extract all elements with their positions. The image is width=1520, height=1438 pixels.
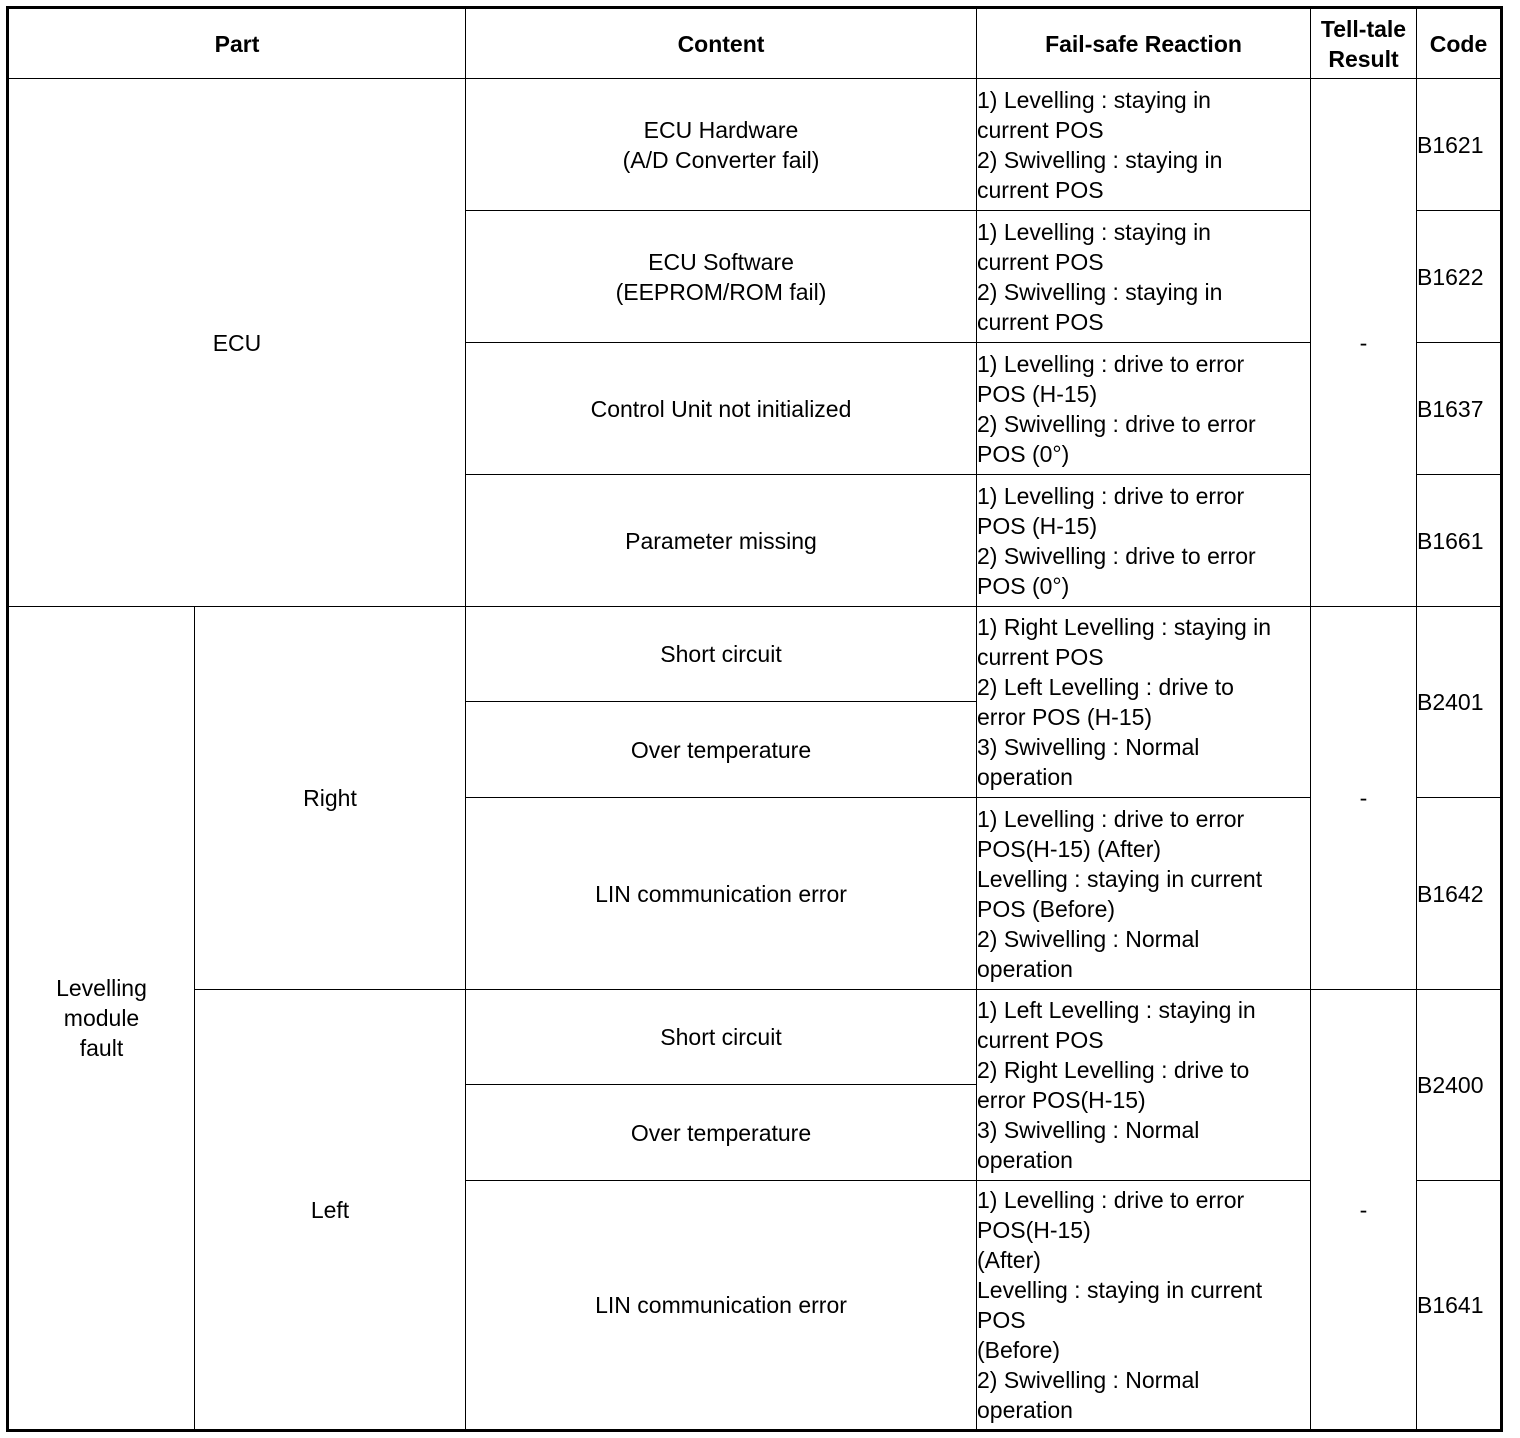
reaction-line: 2) Swivelling : staying in xyxy=(977,146,1223,173)
code-cell: B1622 xyxy=(1417,211,1502,343)
content-cell: Short circuit xyxy=(466,607,977,702)
reaction-line: (Before) xyxy=(977,1337,1061,1363)
reaction-line: Levelling : staying in current xyxy=(977,1277,1263,1303)
header-code: Code xyxy=(1417,8,1502,79)
content-cell: Over temperature xyxy=(466,702,977,798)
telltale-left: - xyxy=(1311,990,1417,1431)
content-line: ECU Software xyxy=(648,248,794,275)
reaction-line: POS (Before) xyxy=(977,895,1116,922)
content-line: ECU Hardware xyxy=(643,116,799,143)
content-cell xyxy=(466,79,977,211)
reaction-line: current POS xyxy=(977,1027,1104,1053)
telltale-right: - xyxy=(1311,607,1417,990)
reaction-line: 1) Left Levelling : staying in xyxy=(977,997,1256,1023)
part-levelling-module-fault xyxy=(8,607,195,1431)
reaction-line: 2) Swivelling : staying in xyxy=(977,278,1223,305)
part-line: Levelling xyxy=(56,975,147,1001)
reaction-line: POS (H-15) xyxy=(977,380,1098,407)
reaction-line: 1) Levelling : drive to error xyxy=(977,805,1245,832)
reaction-line: POS(H-15) xyxy=(977,1217,1091,1243)
code-cell: B2400 xyxy=(1417,990,1502,1181)
header-row xyxy=(8,8,1502,79)
content-line: Parameter missing xyxy=(625,527,817,554)
reaction-line: current POS xyxy=(977,248,1104,275)
reaction-line: 1) Levelling : drive to error xyxy=(977,482,1245,509)
code-cell: B1621 xyxy=(1417,79,1502,211)
content-line: (EEPROM/ROM fail) xyxy=(615,278,827,305)
reaction-line: 2) Swivelling : Normal xyxy=(977,925,1200,952)
reaction-line: 2) Swivelling : drive to error xyxy=(977,410,1256,437)
failsafe-reaction-cell xyxy=(977,798,1311,990)
content-cell: LIN communication error xyxy=(466,798,977,990)
reaction-line: 3) Swivelling : Normal xyxy=(977,1117,1200,1143)
reaction-line: current POS xyxy=(977,308,1104,335)
content-cell xyxy=(466,211,977,343)
reaction-line: 1) Right Levelling : staying in xyxy=(977,614,1272,640)
code-cell: B2401 xyxy=(1417,607,1502,798)
code-cell: B1637 xyxy=(1417,343,1502,475)
failsafe-reaction-cell xyxy=(977,607,1311,798)
code-cell: B1641 xyxy=(1417,1181,1502,1431)
failsafe-reaction-cell xyxy=(977,343,1311,475)
reaction-line: operation xyxy=(977,1147,1073,1173)
failsafe-reaction-cell xyxy=(977,79,1311,211)
code-cell: B1661 xyxy=(1417,475,1502,607)
reaction-line: operation xyxy=(977,1397,1073,1423)
content-line: Control Unit not initialized xyxy=(590,395,852,422)
failsafe-reaction-cell xyxy=(977,990,1311,1181)
reaction-line: 1) Levelling : drive to error xyxy=(977,350,1245,377)
reaction-line: POS (H-15) xyxy=(977,512,1098,539)
sub-part-right: Right xyxy=(195,607,466,990)
code-cell: B1642 xyxy=(1417,798,1502,990)
header-failsafe-reaction: Fail-safe Reaction xyxy=(977,8,1311,79)
content-cell: Over temperature xyxy=(466,1085,977,1181)
reaction-line: operation xyxy=(977,764,1073,790)
reaction-line: current POS xyxy=(977,116,1104,143)
reaction-line: 2) Right Levelling : drive to xyxy=(977,1057,1250,1083)
header-telltale-line-1: Tell-tale xyxy=(1320,15,1407,42)
reaction-line: (After) xyxy=(977,1247,1041,1273)
header-telltale-line-2: Result xyxy=(1328,45,1399,72)
reaction-line: 1) Levelling : staying in xyxy=(977,218,1211,245)
reaction-line: POS xyxy=(977,1307,1026,1333)
reaction-line: 2) Swivelling : drive to error xyxy=(977,542,1256,569)
telltale-ecu: - xyxy=(1311,79,1417,607)
table-row xyxy=(8,990,1502,1085)
reaction-line: current POS xyxy=(977,176,1104,203)
content-line: (A/D Converter fail) xyxy=(622,146,820,173)
reaction-line: 2) Left Levelling : drive to xyxy=(977,674,1234,700)
fail-safe-table-wrapper xyxy=(6,6,1503,1432)
part-line: module xyxy=(63,1005,140,1031)
failsafe-reaction-cell xyxy=(977,475,1311,607)
header-part: Part xyxy=(8,8,466,79)
part-ecu: ECU xyxy=(8,79,466,607)
fail-safe-table xyxy=(6,6,1503,1432)
reaction-line: POS (0°) xyxy=(977,572,1070,599)
reaction-line: 2) Swivelling : Normal xyxy=(977,1367,1200,1393)
reaction-line: current POS xyxy=(977,644,1104,670)
reaction-line: Levelling : staying in current xyxy=(977,865,1263,892)
failsafe-reaction-cell xyxy=(977,1181,1311,1431)
content-cell xyxy=(466,343,977,475)
header-telltale-result xyxy=(1311,8,1417,79)
reaction-line: operation xyxy=(977,955,1073,982)
sub-part-left: Left xyxy=(195,990,466,1431)
content-cell: Short circuit xyxy=(466,990,977,1085)
reaction-line: 1) Levelling : staying in xyxy=(977,86,1211,113)
content-cell xyxy=(466,475,977,607)
table-row xyxy=(8,607,1502,702)
reaction-line: POS(H-15) (After) xyxy=(977,835,1162,862)
reaction-line: POS (0°) xyxy=(977,440,1070,467)
reaction-line: error POS (H-15) xyxy=(977,704,1153,730)
reaction-line: 1) Levelling : drive to error xyxy=(977,1187,1245,1213)
table-row xyxy=(8,79,1502,211)
header-content: Content xyxy=(466,8,977,79)
part-line: fault xyxy=(79,1035,124,1061)
reaction-line: error POS(H-15) xyxy=(977,1087,1146,1113)
content-cell: LIN communication error xyxy=(466,1181,977,1431)
reaction-line: 3) Swivelling : Normal xyxy=(977,734,1200,760)
failsafe-reaction-cell xyxy=(977,211,1311,343)
